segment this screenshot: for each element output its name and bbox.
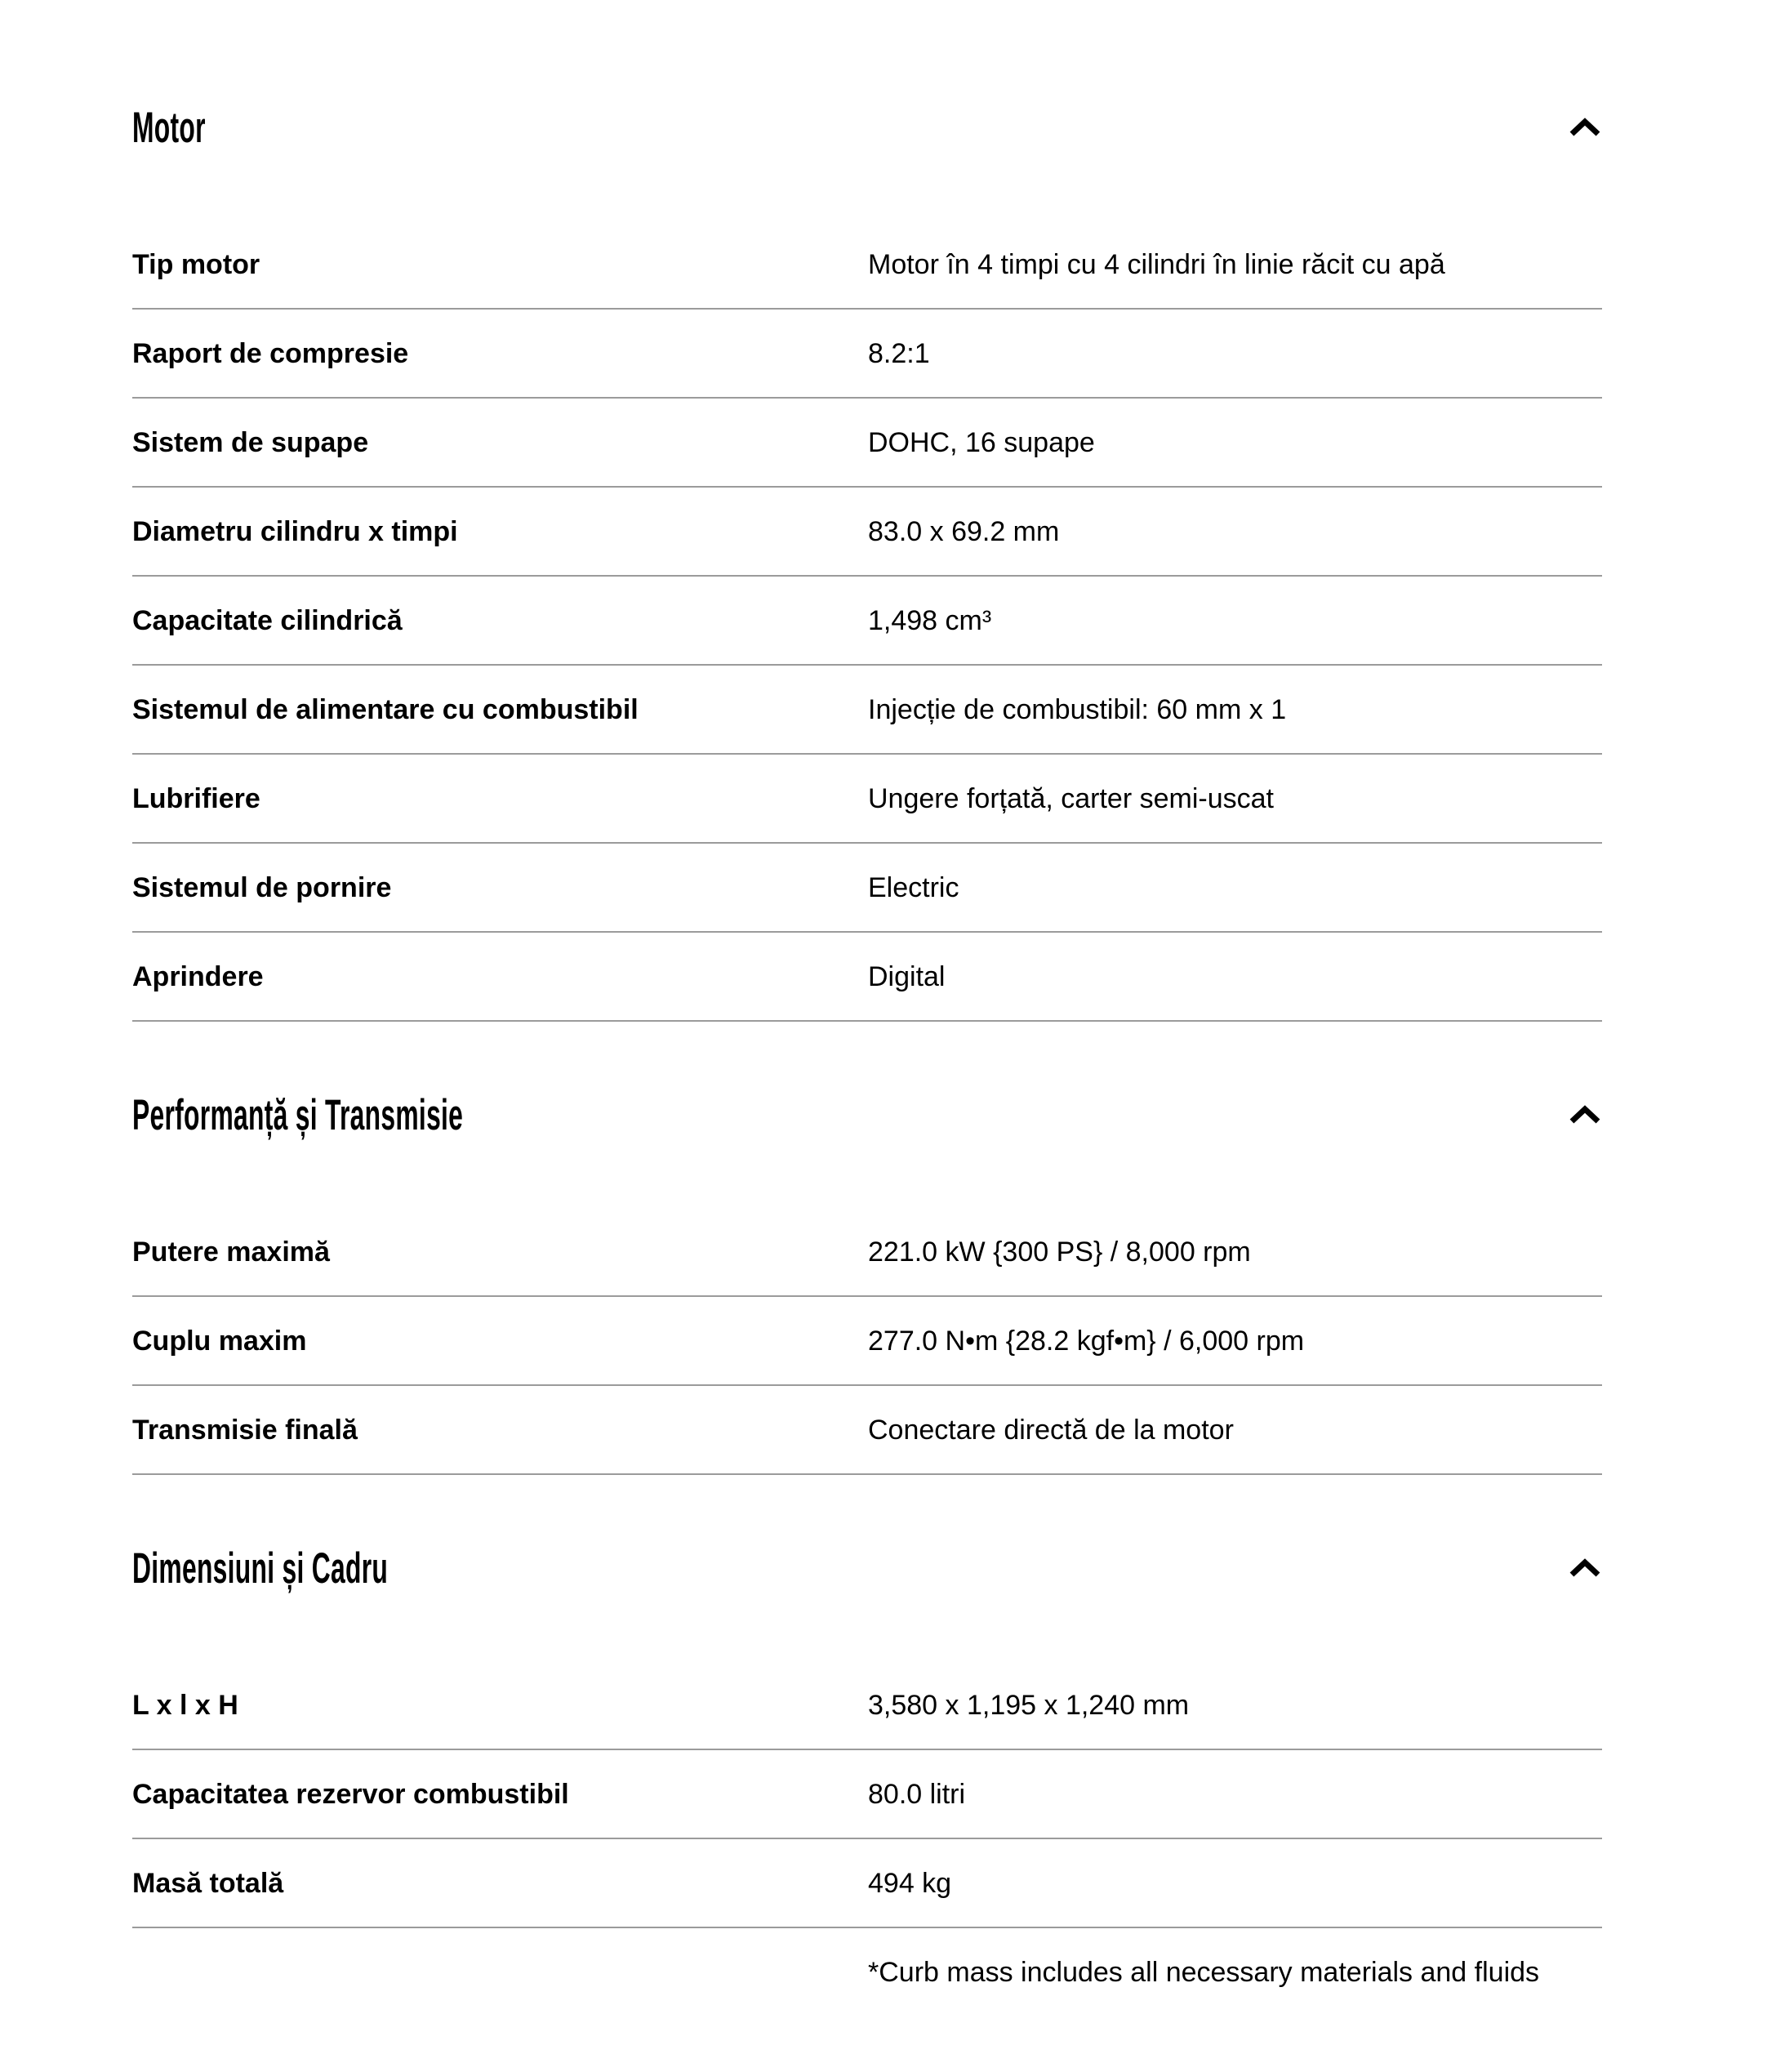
section-performanta-transmisie <box>132 1090 1602 1475</box>
spec-footnote: *Curb mass includes all necessary materials and fluids <box>868 1957 1540 1988</box>
spec-row-aprindere <box>132 933 1602 1022</box>
spec-label: Transmisie finală <box>132 1415 358 1446</box>
spec-table-performanta <box>132 1208 1602 1475</box>
section-header-motor[interactable] <box>132 103 1602 152</box>
spec-value: 494 kg <box>868 1868 952 1899</box>
spec-value: 277.0 N•m {28.2 kgf•m} / 6,000 rpm <box>868 1326 1305 1357</box>
spec-label: Raport de compresie <box>132 338 409 369</box>
section-title-motor: Motor <box>132 103 206 152</box>
spec-row-diametru-cilindru <box>132 488 1602 577</box>
spec-label: Masă totală <box>132 1868 284 1899</box>
spec-value: Electric <box>868 872 959 903</box>
spec-row-putere-maxima <box>132 1208 1602 1297</box>
spec-page <box>132 103 1602 2016</box>
spec-row-alimentare-combustibil <box>132 666 1602 755</box>
spec-row-raport-compresie <box>132 310 1602 399</box>
spec-value: Digital <box>868 961 946 992</box>
chevron-up-icon[interactable] <box>1569 1557 1601 1579</box>
spec-label: Aprindere <box>132 961 264 992</box>
spec-row-sistem-pornire <box>132 844 1602 933</box>
spec-value: 8.2:1 <box>868 338 930 369</box>
spec-label: Lubrifiere <box>132 783 260 814</box>
spec-value: 83.0 x 69.2 mm <box>868 516 1060 547</box>
spec-row-cuplu-maxim <box>132 1297 1602 1386</box>
spec-label: Sistemul de alimentare cu combustibil <box>132 694 639 725</box>
spec-label: Capacitatea rezervor combustibil <box>132 1779 569 1810</box>
spec-value: 1,498 cm³ <box>868 605 992 636</box>
spec-row-transmisie-finala <box>132 1386 1602 1475</box>
section-header-performanta[interactable] <box>132 1090 1602 1139</box>
spec-row-tip-motor <box>132 221 1602 310</box>
spec-label: Diametru cilindru x timpi <box>132 516 458 547</box>
section-title-performanta: Performanță și Transmisie <box>132 1090 464 1139</box>
spec-label: L x l x H <box>132 1690 238 1721</box>
spec-value: Ungere forțată, carter semi-uscat <box>868 783 1274 814</box>
chevron-up-icon[interactable] <box>1569 117 1601 138</box>
spec-value: Conectare directă de la motor <box>868 1415 1234 1446</box>
spec-label: Cuplu maxim <box>132 1326 307 1357</box>
spec-label: Putere maximă <box>132 1237 330 1268</box>
spec-label: Tip motor <box>132 249 260 280</box>
spec-row-sistem-supape <box>132 399 1602 488</box>
section-motor <box>132 103 1602 1022</box>
spec-value: 3,580 x 1,195 x 1,240 mm <box>868 1690 1190 1721</box>
spec-label: Sistemul de pornire <box>132 872 392 903</box>
spec-row-capacitate-cilindrica <box>132 577 1602 666</box>
spec-row-lubrifiere <box>132 755 1602 844</box>
spec-row-footnote <box>132 1928 1602 2016</box>
spec-value: Injecție de combustibil: 60 mm x 1 <box>868 694 1287 725</box>
spec-table-motor <box>132 221 1602 1022</box>
section-header-dimensiuni[interactable] <box>132 1544 1602 1593</box>
spec-value: 80.0 litri <box>868 1779 966 1810</box>
spec-table-dimensiuni <box>132 1661 1602 2016</box>
spec-row-lxlxh <box>132 1661 1602 1750</box>
spec-value: DOHC, 16 supape <box>868 427 1095 458</box>
spec-label: Capacitate cilindrică <box>132 605 403 636</box>
section-title-dimensiuni: Dimensiuni și Cadru <box>132 1544 389 1593</box>
spec-row-masa-totala <box>132 1839 1602 1928</box>
chevron-up-icon[interactable] <box>1569 1104 1601 1125</box>
spec-row-rezervor-combustibil <box>132 1750 1602 1839</box>
spec-value: Motor în 4 timpi cu 4 cilindri în linie răcit cu apă <box>868 249 1445 280</box>
spec-value: 221.0 kW {300 PS} / 8,000 rpm <box>868 1237 1251 1268</box>
spec-label: Sistem de supape <box>132 427 369 458</box>
section-dimensiuni-cadru <box>132 1544 1602 2016</box>
